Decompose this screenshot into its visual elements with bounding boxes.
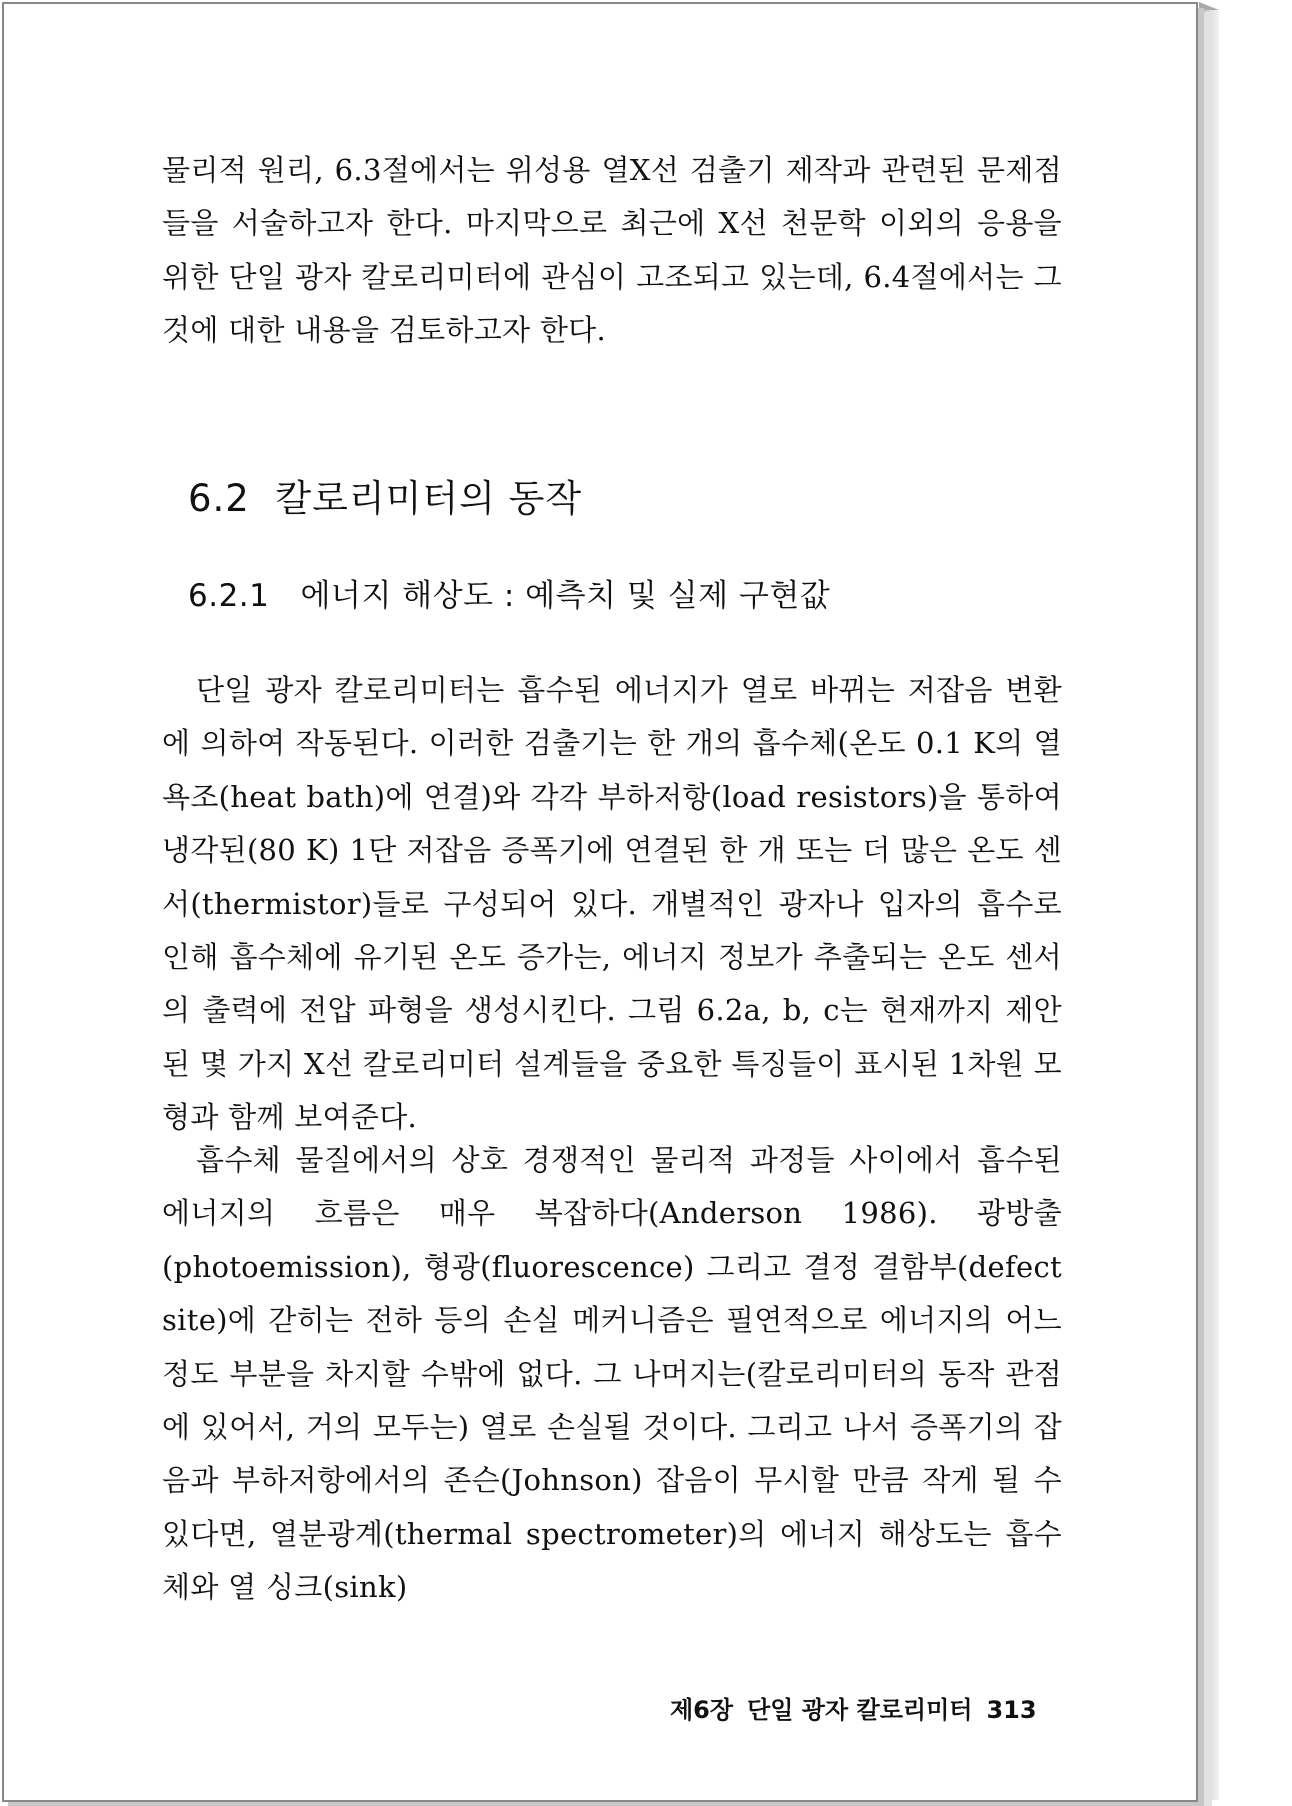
section-number: 6.2 bbox=[188, 477, 250, 520]
subsection-heading bbox=[188, 570, 830, 615]
subsection-title: 에너지 해상도 : 예측치 및 실제 구현값 bbox=[300, 578, 831, 614]
running-footer bbox=[670, 1690, 1037, 1725]
body-paragraph-1: 단일 광자 칼로리미터는 흡수된 에너지가 열로 바뀌는 저잡음 변환에 의하여 작동된다. 이러한 검출기는 한 개의 흡수체(온도 0.1 K의 열욕조(heat bath)에 연결)와 각각 부하저항(load resistors)을 통하여 냉각된(80 K) 1단 저잡음 증폭기에 연결된 한 개 또는 더 많은 온도 센서(thermistor)들로 구성되어 있다. 개별적인 광자나 입자의 흡수로 인해 흡수체에 유기된 온도 증가는, 에너지 정보가 추출되는 온도 센서의 출력에 전압 파형을 생성시킨다. 그림 6.2a, b, c는 현재까지 제안된 몇 가지 X선 칼로리미터 설계들을 중요한 특징들이 표시된 1차원 모형과 함께 보여준다. bbox=[162, 673, 1062, 1135]
page-edge-shadow bbox=[1199, 10, 1219, 1800]
section-title: 칼로리미터의 동작 bbox=[275, 477, 583, 520]
footer-chapter: 제6장 bbox=[670, 1696, 734, 1724]
intro-paragraph: 물리적 원리, 6.3절에서는 위성용 열X선 검출기 제작과 관련된 문제점들을 서술하고자 한다. 마지막으로 최근에 X선 천문학 이외의 응용을 위한 단일 광자 칼로리미터에 관심이 고조되고 있는데, 6.4절에서는 그것에 대한 내용을 검토하고자 한다. bbox=[162, 153, 1062, 348]
section-heading bbox=[188, 468, 582, 522]
body-paragraph-2: 흡수체 물질에서의 상호 경쟁적인 물리적 과정들 사이에서 흡수된 에너지의 흐름은 매우 복잡하다(Anderson 1986). 광방출(photoemission), 형광(fluorescence) 그리고 결정 결함부(defect site)에 갇히는 전하 등의 손실 메커니즘은 필연적으로 에너지의 어느 정도 부분을 차지할 수밖에 없다. 그 나머지는(칼로리미터의 동작 관점에 있어서, 거의 모두는) 열로 손실될 것이다. 그리고 나서 증폭기의 잡음과 부하저항에서의 존슨(Johnson) 잡음이 무시할 만큼 작게 될 수 있다면, 열분광계(thermal spectrometer)의 에너지 해상도는 흡수체와 열 싱크(sink) bbox=[162, 1143, 1062, 1605]
document-page bbox=[2, 2, 1198, 1802]
footer-chapter-title: 단일 광자 칼로리미터 bbox=[747, 1696, 973, 1724]
subsection-number: 6.2.1 bbox=[188, 578, 270, 614]
page-number: 313 bbox=[986, 1696, 1037, 1724]
page-edge-top bbox=[1199, 2, 1219, 10]
